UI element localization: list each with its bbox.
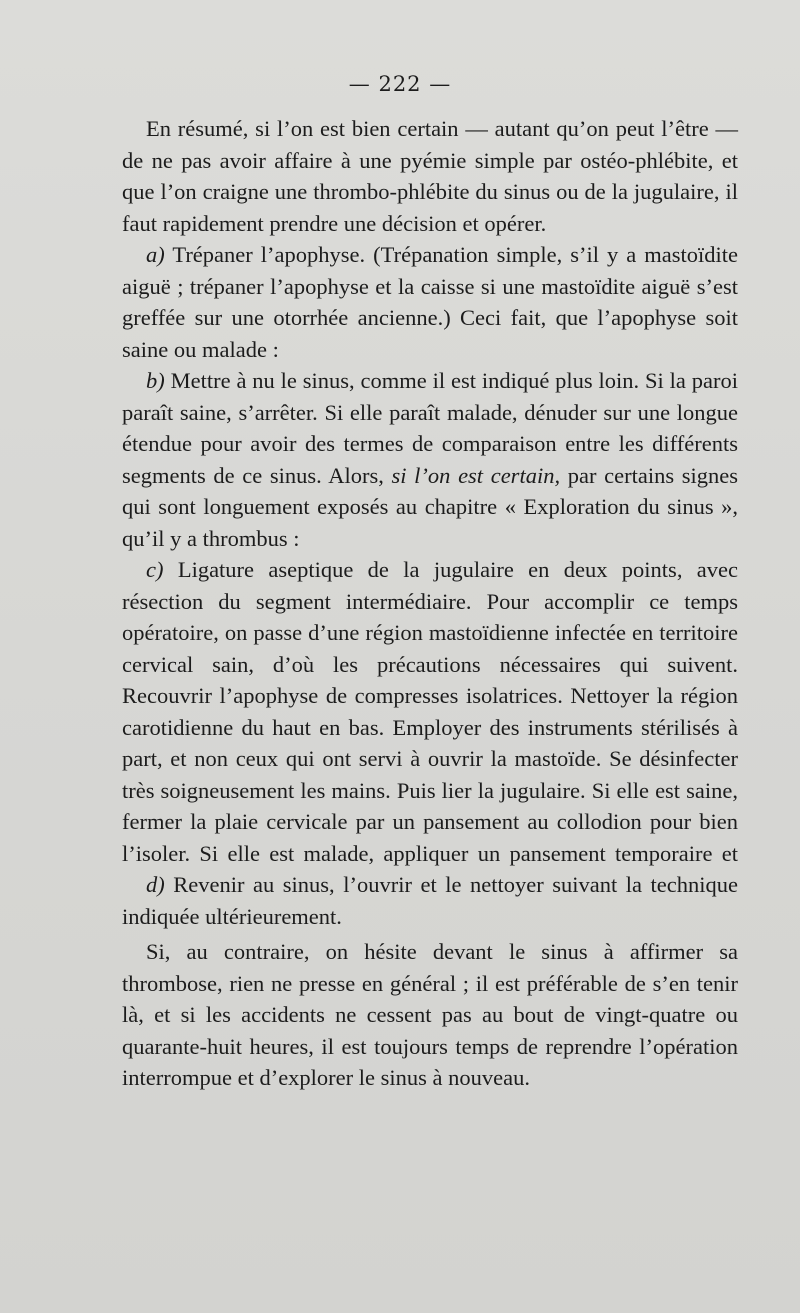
page-number: — 222 — — [348, 72, 452, 96]
paragraph-text: Ligature aseptique de la jugulaire en deux points, avec résection du segment intermédiaire. Pour accomplir ce temps opératoire, on passe d’une région mastoïdienne infectée en territoire cervical sain, d’où les précautions nécessaires qui suivent. Recouvrir l’apophyse de compresses isolatrices. Nettoyer la région carotidienne du haut en bas. Employer des instruments stérilisés à part, et non ceux qui ont servi à ouvrir la mastoïde. Se désinfecter très soigneusement les mains. Puis lier la jugulaire. Si elle est saine, fermer la plaie cervicale par un pansement au collodion pour bien l’isoler. Si elle est malade, appliquer un pansement temporaire et — [122, 557, 738, 866]
step-marker-d: d) — [146, 872, 165, 897]
step-marker-c: c) — [146, 557, 164, 582]
paragraph-step-c — [122, 554, 738, 869]
paragraph-step-a — [122, 239, 738, 365]
paragraph-summary — [122, 113, 738, 239]
italic-phrase: si l’on est certain, — [391, 462, 561, 488]
paragraph-text: Revenir au sinus, l’ouvrir et le nettoyer suivant la technique indiquée ultérieurement. — [122, 872, 738, 929]
paragraph-text: En résumé, si l’on est bien certain — autant qu’on peut l’être — de ne pas avoir affaire à une pyémie simple par ostéo-phlébite, et que l’on craigne une thrombo-phlébite du sinus ou de la jugulaire, il faut rapidement prendre une décision et opérer. — [122, 116, 738, 236]
paragraph-text: Trépaner l’apophyse. (Trépanation simple, s’il y a mastoïdite aiguë ; trépaner l’apophyse et la caisse si une mastoïdite aiguë s’est greffée sur une otorrhée ancienne.) Ceci fait, que l’apophyse soit saine ou malade : — [122, 242, 738, 362]
step-marker-a: a) — [146, 242, 165, 267]
step-marker-b: b) — [146, 368, 165, 393]
paragraph-step-b — [122, 365, 738, 554]
paragraph-text: Si, au contraire, on hésite devant le sinus à affirmer sa thrombose, rien ne presse en général ; il est préférable de s’en tenir là, et si les accidents ne cessent pas au bout de vingt-quatre ou quarante-huit heures, il est toujours temps de reprendre l’opération interrompue et d’explorer le sinus à nouveau. — [122, 939, 738, 1090]
body-text — [122, 113, 738, 1094]
paragraph-text: par certains signes qui sont longuement exposés au chapitre « Exploration du sinus », qu’il y a thrombus : — [122, 462, 738, 551]
paragraph-text: Mettre à nu le sinus, comme il est indiqué plus loin. Si la paroi paraît saine, s’arrêter. Si elle paraît malade, dénuder sur une longue étendue pour avoir des termes de comparaison entre les différents segments de ce sinus. Alors, — [122, 368, 738, 488]
paragraph-conclusion — [122, 936, 738, 1094]
paragraph-step-d — [122, 869, 738, 932]
